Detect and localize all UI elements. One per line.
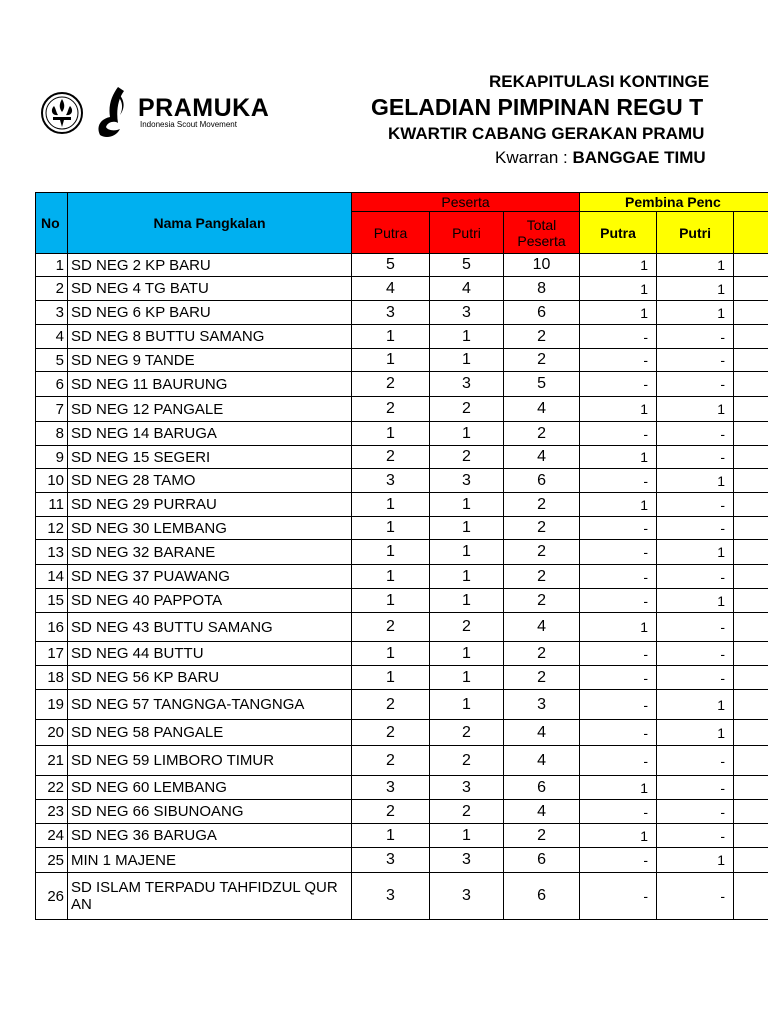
- row-number: 5: [36, 349, 68, 372]
- peserta-putra: 3: [352, 301, 430, 325]
- kwarran-label: Kwarran :: [495, 148, 568, 167]
- pembina-extra-cell: [734, 776, 768, 800]
- row-number: 3: [36, 301, 68, 325]
- organization-title: KWARTIR CABANG GERAKAN PRAMU: [388, 124, 705, 143]
- total-peserta: 4: [504, 746, 580, 776]
- pangkalan-name: SD NEG 2 KP BARU: [68, 254, 352, 277]
- peserta-putri: 3: [430, 848, 504, 873]
- pembina-extra-cell: [734, 446, 768, 469]
- peserta-putri: 1: [430, 517, 504, 540]
- peserta-putri: 1: [430, 325, 504, 349]
- peserta-putri: 2: [430, 746, 504, 776]
- peserta-putri: 2: [430, 397, 504, 422]
- peserta-putra: 2: [352, 397, 430, 422]
- column-header-pembina-extra: [734, 212, 768, 254]
- pangkalan-name: SD NEG 44 BUTTU: [68, 642, 352, 666]
- pembina-putri: -: [657, 446, 734, 469]
- total-peserta: 5: [504, 372, 580, 397]
- peserta-putra: 4: [352, 277, 430, 301]
- pembina-putra: -: [580, 666, 657, 690]
- total-label-line1: Total: [526, 216, 557, 233]
- row-number: 10: [36, 469, 68, 493]
- total-peserta: 2: [504, 540, 580, 565]
- column-header-putra: Putra: [352, 212, 430, 254]
- pembina-putra: -: [580, 372, 657, 397]
- row-number: 1: [36, 254, 68, 277]
- table-row: [36, 800, 768, 824]
- pangkalan-name: SD NEG 15 SEGERI: [68, 446, 352, 469]
- peserta-putri: 2: [430, 720, 504, 746]
- pembina-extra-cell: [734, 824, 768, 848]
- row-number: 23: [36, 800, 68, 824]
- column-header-total-peserta: [504, 212, 580, 254]
- pembina-putri: 1: [657, 397, 734, 422]
- peserta-putra: 1: [352, 493, 430, 517]
- pembina-putra: -: [580, 720, 657, 746]
- table-row: [36, 666, 768, 690]
- pangkalan-name: SD NEG 9 TANDE: [68, 349, 352, 372]
- peserta-putri: 3: [430, 301, 504, 325]
- pembina-putri: 1: [657, 848, 734, 873]
- table-row: [36, 613, 768, 642]
- pangkalan-name: SD NEG 8 BUTTU SAMANG: [68, 325, 352, 349]
- pramuka-shoot-icon: [94, 85, 134, 141]
- peserta-putri: 1: [430, 540, 504, 565]
- peserta-putra: 1: [352, 540, 430, 565]
- total-peserta: 2: [504, 325, 580, 349]
- peserta-putri: 1: [430, 589, 504, 613]
- pembina-putri: -: [657, 873, 734, 920]
- pembina-extra-cell: [734, 349, 768, 372]
- pangkalan-name: SD NEG 4 TG BATU: [68, 277, 352, 301]
- row-number: 6: [36, 372, 68, 397]
- peserta-putra: 3: [352, 848, 430, 873]
- report-header: [0, 0, 768, 190]
- table-row: [36, 469, 768, 493]
- kwarran-line: [495, 148, 706, 168]
- pangkalan-name: SD NEG 32 BARANE: [68, 540, 352, 565]
- table-row: [36, 254, 768, 277]
- peserta-putri: 2: [430, 446, 504, 469]
- table-row: [36, 372, 768, 397]
- pembina-putri: 1: [657, 277, 734, 301]
- pembina-extra-cell: [734, 277, 768, 301]
- row-number: 16: [36, 613, 68, 642]
- pembina-putri: -: [657, 613, 734, 642]
- peserta-putra: 1: [352, 422, 430, 446]
- peserta-putra: 2: [352, 800, 430, 824]
- table-row: [36, 301, 768, 325]
- pangkalan-name: SD NEG 11 BAURUNG: [68, 372, 352, 397]
- pembina-putra: 1: [580, 613, 657, 642]
- table-row: [36, 720, 768, 746]
- pembina-putra: -: [580, 422, 657, 446]
- table-row: [36, 824, 768, 848]
- pembina-putra: -: [580, 540, 657, 565]
- pembina-putri: -: [657, 493, 734, 517]
- pembina-putra: 1: [580, 397, 657, 422]
- report-title: REKAPITULASI KONTINGE: [489, 72, 710, 91]
- row-number: 8: [36, 422, 68, 446]
- peserta-putri: 1: [430, 349, 504, 372]
- peserta-putri: 1: [430, 666, 504, 690]
- pembina-extra-cell: [734, 254, 768, 277]
- pembina-putri: 1: [657, 301, 734, 325]
- brand-name: PRAMUKA: [138, 94, 270, 122]
- peserta-putra: 2: [352, 746, 430, 776]
- table-row: [36, 642, 768, 666]
- peserta-putri: 4: [430, 277, 504, 301]
- pembina-extra-cell: [734, 422, 768, 446]
- peserta-putra: 1: [352, 589, 430, 613]
- total-peserta: 6: [504, 776, 580, 800]
- total-peserta: 2: [504, 517, 580, 540]
- peserta-putra: 2: [352, 446, 430, 469]
- peserta-putra: 3: [352, 776, 430, 800]
- pembina-putra: -: [580, 517, 657, 540]
- pembina-putra: 1: [580, 277, 657, 301]
- total-peserta: 2: [504, 493, 580, 517]
- column-header-putri: Putri: [430, 212, 504, 254]
- pangkalan-name: SD NEG 40 PAPPOTA: [68, 589, 352, 613]
- total-peserta: 4: [504, 800, 580, 824]
- pembina-putri: 1: [657, 254, 734, 277]
- peserta-putri: 5: [430, 254, 504, 277]
- total-peserta: 6: [504, 301, 580, 325]
- recap-table: [35, 192, 768, 920]
- recap-table-container: [35, 192, 768, 932]
- pembina-putri: -: [657, 325, 734, 349]
- row-number: 21: [36, 746, 68, 776]
- pembina-putri: 1: [657, 690, 734, 720]
- column-group-peserta: Peserta: [352, 193, 580, 212]
- peserta-putra: 2: [352, 372, 430, 397]
- table-row: [36, 277, 768, 301]
- column-group-pembina: Pembina Penc: [580, 193, 768, 212]
- table-row: [36, 397, 768, 422]
- pembina-putri: 1: [657, 540, 734, 565]
- peserta-putra: 2: [352, 690, 430, 720]
- peserta-putra: 2: [352, 613, 430, 642]
- pramuka-logo: [40, 85, 269, 141]
- total-peserta: 2: [504, 422, 580, 446]
- pembina-putra: 1: [580, 301, 657, 325]
- total-peserta: 6: [504, 873, 580, 920]
- table-row: [36, 690, 768, 720]
- pembina-extra-cell: [734, 372, 768, 397]
- peserta-putri: 1: [430, 493, 504, 517]
- peserta-putra: 1: [352, 642, 430, 666]
- peserta-putra: 3: [352, 873, 430, 920]
- total-peserta: 2: [504, 565, 580, 589]
- pembina-putra: -: [580, 469, 657, 493]
- total-peserta: 2: [504, 824, 580, 848]
- pembina-extra-cell: [734, 848, 768, 873]
- pembina-extra-cell: [734, 642, 768, 666]
- pembina-putri: -: [657, 776, 734, 800]
- peserta-putra: 1: [352, 349, 430, 372]
- total-peserta: 2: [504, 589, 580, 613]
- peserta-putri: 1: [430, 565, 504, 589]
- pangkalan-name: SD ISLAM TERPADU TAHFIDZUL QUR AN: [68, 873, 352, 920]
- pangkalan-name: SD NEG 36 BARUGA: [68, 824, 352, 848]
- pembina-putra: -: [580, 325, 657, 349]
- row-number: 14: [36, 565, 68, 589]
- table-row: [36, 349, 768, 372]
- peserta-putra: 2: [352, 720, 430, 746]
- pangkalan-name: SD NEG 14 BARUGA: [68, 422, 352, 446]
- table-row: [36, 517, 768, 540]
- table-row: [36, 776, 768, 800]
- pembina-putra: 1: [580, 776, 657, 800]
- pangkalan-name: SD NEG 59 LIMBORO TIMUR: [68, 746, 352, 776]
- total-peserta: 6: [504, 469, 580, 493]
- pembina-putra: -: [580, 848, 657, 873]
- row-number: 11: [36, 493, 68, 517]
- row-number: 20: [36, 720, 68, 746]
- pembina-putra: -: [580, 746, 657, 776]
- pembina-putra: -: [580, 589, 657, 613]
- table-row: [36, 422, 768, 446]
- row-number: 12: [36, 517, 68, 540]
- pembina-putra: -: [580, 873, 657, 920]
- pembina-extra-cell: [734, 589, 768, 613]
- pangkalan-name: SD NEG 29 PURRAU: [68, 493, 352, 517]
- row-number: 26: [36, 873, 68, 920]
- peserta-putri: 1: [430, 422, 504, 446]
- peserta-putri: 1: [430, 642, 504, 666]
- pembina-extra-cell: [734, 301, 768, 325]
- pembina-extra-cell: [734, 746, 768, 776]
- peserta-putra: 1: [352, 666, 430, 690]
- pangkalan-name: SD NEG 30 LEMBANG: [68, 517, 352, 540]
- pangkalan-name: SD NEG 66 SIBUNOANG: [68, 800, 352, 824]
- pembina-putri: -: [657, 349, 734, 372]
- table-row: [36, 565, 768, 589]
- brand-tagline: Indonesia Scout Movement: [140, 120, 237, 129]
- peserta-putri: 2: [430, 613, 504, 642]
- row-number: 18: [36, 666, 68, 690]
- pembina-extra-cell: [734, 666, 768, 690]
- pembina-putri: -: [657, 666, 734, 690]
- pembina-putra: -: [580, 642, 657, 666]
- pembina-putra: 1: [580, 824, 657, 848]
- row-number: 17: [36, 642, 68, 666]
- peserta-putra: 3: [352, 469, 430, 493]
- total-peserta: 6: [504, 848, 580, 873]
- total-peserta: 4: [504, 397, 580, 422]
- pembina-putri: -: [657, 422, 734, 446]
- peserta-putra: 5: [352, 254, 430, 277]
- table-row: [36, 325, 768, 349]
- total-peserta: 4: [504, 446, 580, 469]
- pangkalan-name: SD NEG 43 BUTTU SAMANG: [68, 613, 352, 642]
- total-peserta: 2: [504, 642, 580, 666]
- table-row: [36, 493, 768, 517]
- column-header-nama-pangkalan: Nama Pangkalan: [68, 193, 352, 254]
- pembina-putri: 1: [657, 469, 734, 493]
- row-number: 19: [36, 690, 68, 720]
- row-number: 15: [36, 589, 68, 613]
- peserta-putra: 1: [352, 565, 430, 589]
- pembina-extra-cell: [734, 517, 768, 540]
- title-block: [355, 66, 768, 190]
- peserta-putri: 3: [430, 873, 504, 920]
- total-peserta: 8: [504, 277, 580, 301]
- pembina-putri: -: [657, 800, 734, 824]
- pembina-putri: 1: [657, 589, 734, 613]
- row-number: 2: [36, 277, 68, 301]
- pangkalan-name: MIN 1 MAJENE: [68, 848, 352, 873]
- kwarran-value: BANGGAE TIMU: [572, 148, 706, 167]
- peserta-putri: 3: [430, 776, 504, 800]
- pembina-putra: 1: [580, 446, 657, 469]
- pembina-putri: -: [657, 824, 734, 848]
- table-row: [36, 746, 768, 776]
- pembina-extra-cell: [734, 565, 768, 589]
- pangkalan-name: SD NEG 57 TANGNGA-TANGNGA: [68, 690, 352, 720]
- pembina-extra-cell: [734, 540, 768, 565]
- row-number: 7: [36, 397, 68, 422]
- total-peserta: 2: [504, 666, 580, 690]
- table-row: [36, 540, 768, 565]
- column-header-pembina-putra: Putra: [580, 212, 657, 254]
- total-peserta: 3: [504, 690, 580, 720]
- pembina-extra-cell: [734, 873, 768, 920]
- total-label-line2: Peserta: [517, 232, 566, 249]
- pembina-putra: -: [580, 690, 657, 720]
- pangkalan-name: SD NEG 58 PANGALE: [68, 720, 352, 746]
- pembina-putra: -: [580, 349, 657, 372]
- column-header-pembina-putri: Putri: [657, 212, 734, 254]
- pembina-extra-cell: [734, 397, 768, 422]
- peserta-putri: 3: [430, 469, 504, 493]
- pembina-extra-cell: [734, 800, 768, 824]
- total-peserta: 4: [504, 720, 580, 746]
- pembina-extra-cell: [734, 613, 768, 642]
- row-number: 24: [36, 824, 68, 848]
- peserta-putri: 3: [430, 372, 504, 397]
- pangkalan-name: SD NEG 12 PANGALE: [68, 397, 352, 422]
- row-number: 22: [36, 776, 68, 800]
- row-number: 9: [36, 446, 68, 469]
- pembina-putri: -: [657, 517, 734, 540]
- pangkalan-name: SD NEG 60 LEMBANG: [68, 776, 352, 800]
- pembina-extra-cell: [734, 493, 768, 517]
- table-row: [36, 848, 768, 873]
- pembina-extra-cell: [734, 690, 768, 720]
- pembina-putri: -: [657, 746, 734, 776]
- row-number: 25: [36, 848, 68, 873]
- tunas-kelapa-emblem-icon: [40, 90, 84, 136]
- pembina-putra: 1: [580, 493, 657, 517]
- table-row: [36, 446, 768, 469]
- pangkalan-name: SD NEG 56 KP BARU: [68, 666, 352, 690]
- pembina-extra-cell: [734, 720, 768, 746]
- table-row: [36, 589, 768, 613]
- pembina-extra-cell: [734, 325, 768, 349]
- pangkalan-name: SD NEG 37 PUAWANG: [68, 565, 352, 589]
- total-peserta: 2: [504, 349, 580, 372]
- pembina-putri: -: [657, 565, 734, 589]
- peserta-putra: 1: [352, 824, 430, 848]
- event-title: GELADIAN PIMPINAN REGU T: [371, 94, 704, 120]
- row-number: 4: [36, 325, 68, 349]
- peserta-putra: 1: [352, 325, 430, 349]
- pembina-extra-cell: [734, 469, 768, 493]
- peserta-putri: 2: [430, 800, 504, 824]
- peserta-putra: 1: [352, 517, 430, 540]
- pembina-putra: 1: [580, 254, 657, 277]
- peserta-putri: 1: [430, 690, 504, 720]
- pembina-putri: -: [657, 372, 734, 397]
- pangkalan-name: SD NEG 6 KP BARU: [68, 301, 352, 325]
- column-header-no: No: [36, 193, 68, 254]
- pembina-putra: -: [580, 565, 657, 589]
- pembina-putri: -: [657, 642, 734, 666]
- total-peserta: 4: [504, 613, 580, 642]
- row-number: 13: [36, 540, 68, 565]
- total-peserta: 10: [504, 254, 580, 277]
- pangkalan-name: SD NEG 28 TAMO: [68, 469, 352, 493]
- pembina-putra: -: [580, 800, 657, 824]
- peserta-putri: 1: [430, 824, 504, 848]
- pembina-putri: 1: [657, 720, 734, 746]
- table-row: [36, 873, 768, 920]
